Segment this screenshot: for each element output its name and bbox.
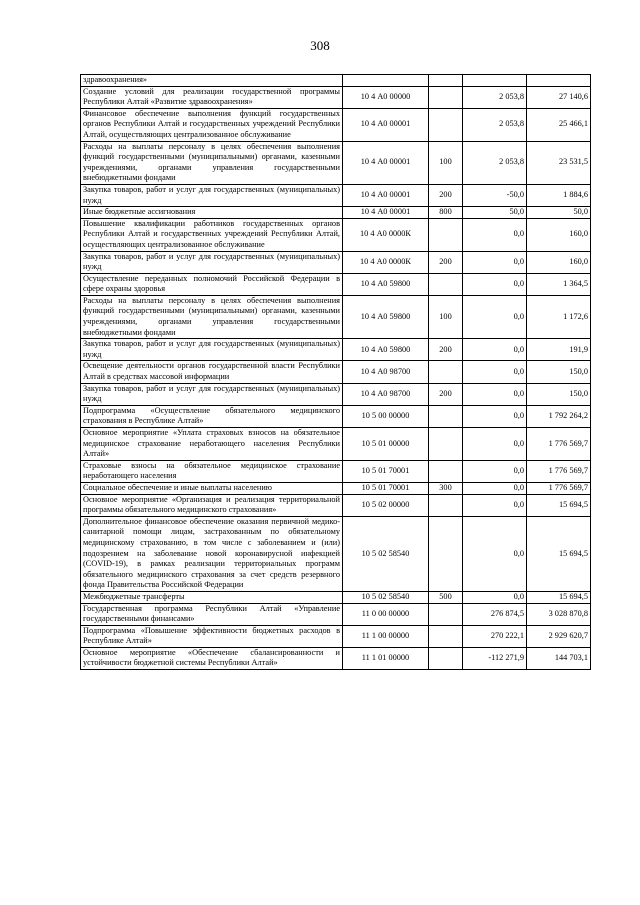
expense-type-cell bbox=[429, 361, 463, 383]
target-code-cell: 10 4 А0 00001 bbox=[343, 141, 429, 184]
table-row bbox=[81, 460, 591, 482]
change-amount-cell: 0,0 bbox=[463, 494, 527, 516]
target-code-cell: 10 5 02 58540 bbox=[343, 591, 429, 603]
total-amount-cell: 27 140,6 bbox=[527, 86, 591, 108]
expense-type-cell bbox=[429, 460, 463, 482]
target-code-cell: 10 4 А0 59800 bbox=[343, 295, 429, 338]
expense-type-cell bbox=[429, 108, 463, 141]
change-amount-cell: 0,0 bbox=[463, 460, 527, 482]
expense-type-cell bbox=[429, 428, 463, 461]
item-name-cell: Иные бюджетные ассигнования bbox=[81, 207, 343, 219]
table-row bbox=[81, 625, 591, 647]
item-name-cell: Закупка товаров, работ и услуг для государственных (муниципальных) нужд bbox=[81, 339, 343, 361]
total-amount-cell: 15 694,5 bbox=[527, 516, 591, 591]
item-name-cell: Осуществление переданных полномочий Российской Федерации в сфере охраны здоровья bbox=[81, 273, 343, 295]
total-amount-cell: 1 172,6 bbox=[527, 295, 591, 338]
item-name-cell: Государственная программа Республики Алтай «Управление государственными финансами» bbox=[81, 603, 343, 625]
table-row bbox=[81, 647, 591, 669]
target-code-cell: 10 5 02 58540 bbox=[343, 516, 429, 591]
item-name-cell: Закупка товаров, работ и услуг для государственных (муниципальных) нужд bbox=[81, 184, 343, 206]
expense-type-cell bbox=[429, 494, 463, 516]
total-amount-cell: 191,9 bbox=[527, 339, 591, 361]
target-code-cell: 10 4 А0 00001 bbox=[343, 108, 429, 141]
total-amount-cell: 15 694,5 bbox=[527, 591, 591, 603]
change-amount-cell: 0,0 bbox=[463, 218, 527, 251]
expense-type-cell bbox=[429, 218, 463, 251]
target-code-cell: 10 5 02 00000 bbox=[343, 494, 429, 516]
target-code-cell: 10 4 А0 0000К bbox=[343, 218, 429, 251]
item-name-cell: Социальное обеспечение и иные выплаты населению bbox=[81, 482, 343, 494]
change-amount-cell: 0,0 bbox=[463, 383, 527, 405]
table-row bbox=[81, 494, 591, 516]
expense-type-cell: 800 bbox=[429, 207, 463, 219]
total-amount-cell: 150,0 bbox=[527, 383, 591, 405]
target-code-cell bbox=[343, 75, 429, 87]
change-amount-cell: 270 222,1 bbox=[463, 625, 527, 647]
change-amount-cell: 0,0 bbox=[463, 361, 527, 383]
change-amount-cell: 0,0 bbox=[463, 295, 527, 338]
expense-type-cell: 100 bbox=[429, 141, 463, 184]
target-code-cell: 10 4 А0 00001 bbox=[343, 184, 429, 206]
table-row bbox=[81, 428, 591, 461]
change-amount-cell: 0,0 bbox=[463, 428, 527, 461]
total-amount-cell bbox=[527, 75, 591, 87]
target-code-cell: 10 5 01 00000 bbox=[343, 428, 429, 461]
table-row bbox=[81, 141, 591, 184]
table-row bbox=[81, 405, 591, 427]
change-amount-cell: 0,0 bbox=[463, 516, 527, 591]
total-amount-cell: 144 703,1 bbox=[527, 647, 591, 669]
page-number: 308 bbox=[310, 38, 330, 53]
item-name-cell: Межбюджетные трансферты bbox=[81, 591, 343, 603]
table-row bbox=[81, 603, 591, 625]
table-row bbox=[81, 516, 591, 591]
total-amount-cell: 1 792 264,2 bbox=[527, 405, 591, 427]
expense-type-cell bbox=[429, 86, 463, 108]
change-amount-cell: 0,0 bbox=[463, 591, 527, 603]
change-amount-cell: -50,0 bbox=[463, 184, 527, 206]
expense-type-cell bbox=[429, 625, 463, 647]
target-code-cell: 10 4 А0 00001 bbox=[343, 207, 429, 219]
target-code-cell: 10 4 А0 59800 bbox=[343, 273, 429, 295]
change-amount-cell bbox=[463, 75, 527, 87]
table-row bbox=[81, 207, 591, 219]
item-name-cell: Основное мероприятие «Организация и реализация территориальной программы обязательного медицинского страхования» bbox=[81, 494, 343, 516]
table-row bbox=[81, 184, 591, 206]
change-amount-cell: 2 053,8 bbox=[463, 86, 527, 108]
total-amount-cell: 1 884,6 bbox=[527, 184, 591, 206]
item-name-cell: здравоохранения» bbox=[81, 75, 343, 87]
total-amount-cell: 150,0 bbox=[527, 361, 591, 383]
expense-type-cell bbox=[429, 647, 463, 669]
total-amount-cell: 1 776 569,7 bbox=[527, 428, 591, 461]
target-code-cell: 11 0 00 00000 bbox=[343, 603, 429, 625]
table-row bbox=[81, 251, 591, 273]
total-amount-cell: 3 028 870,8 bbox=[527, 603, 591, 625]
table-row bbox=[81, 86, 591, 108]
expense-type-cell bbox=[429, 405, 463, 427]
expense-type-cell bbox=[429, 603, 463, 625]
total-amount-cell: 1 776 569,7 bbox=[527, 482, 591, 494]
change-amount-cell: 0,0 bbox=[463, 339, 527, 361]
target-code-cell: 11 1 01 00000 bbox=[343, 647, 429, 669]
item-name-cell: Расходы на выплаты персоналу в целях обеспечения выполнения функций государственными (муниципальными) органами, казенными учреждениями, органами управления государственными внебюджетными фондами bbox=[81, 295, 343, 338]
item-name-cell: Подпрограмма «Повышение эффективности бюджетных расходов в Республике Алтай» bbox=[81, 625, 343, 647]
table-row bbox=[81, 482, 591, 494]
item-name-cell: Закупка товаров, работ и услуг для государственных (муниципальных) нужд bbox=[81, 383, 343, 405]
item-name-cell: Основное мероприятие «Уплата страховых взносов на обязательное медицинское страхование неработающего населения Республики Алтай» bbox=[81, 428, 343, 461]
change-amount-cell: 0,0 bbox=[463, 273, 527, 295]
target-code-cell: 10 4 А0 59800 bbox=[343, 339, 429, 361]
change-amount-cell: 2 053,8 bbox=[463, 108, 527, 141]
change-amount-cell: 50,0 bbox=[463, 207, 527, 219]
target-code-cell: 10 5 00 00000 bbox=[343, 405, 429, 427]
total-amount-cell: 15 694,5 bbox=[527, 494, 591, 516]
expense-type-cell bbox=[429, 75, 463, 87]
budget-table bbox=[80, 74, 591, 670]
table-row bbox=[81, 108, 591, 141]
change-amount-cell: 2 053,8 bbox=[463, 141, 527, 184]
table-row bbox=[81, 339, 591, 361]
item-name-cell: Закупка товаров, работ и услуг для государственных (муниципальных) нужд bbox=[81, 251, 343, 273]
change-amount-cell: 0,0 bbox=[463, 482, 527, 494]
target-code-cell: 10 4 А0 98700 bbox=[343, 361, 429, 383]
expense-type-cell: 300 bbox=[429, 482, 463, 494]
table-row bbox=[81, 295, 591, 338]
table-row bbox=[81, 383, 591, 405]
table-row bbox=[81, 218, 591, 251]
target-code-cell: 10 4 А0 00000 bbox=[343, 86, 429, 108]
item-name-cell: Расходы на выплаты персоналу в целях обеспечения выполнения функций государственными (муниципальными) органами, казенными учреждениями, органами управления государственными внебюджетными фондами bbox=[81, 141, 343, 184]
change-amount-cell: 276 874,5 bbox=[463, 603, 527, 625]
total-amount-cell: 2 929 620,7 bbox=[527, 625, 591, 647]
budget-table-body bbox=[81, 75, 591, 670]
item-name-cell: Финансовое обеспечение выполнения функций государственных органов Республики Алтай и государственных учреждений Республики Алтай, осуществляющих централизованное обслуживание bbox=[81, 108, 343, 141]
item-name-cell: Страховые взносы на обязательное медицинское страхование неработающего населения bbox=[81, 460, 343, 482]
total-amount-cell: 160,0 bbox=[527, 251, 591, 273]
item-name-cell: Освещение деятельности органов государственной власти Республики Алтай в средствах массовой информации bbox=[81, 361, 343, 383]
total-amount-cell: 25 466,1 bbox=[527, 108, 591, 141]
item-name-cell: Повышение квалификации работников государственных органов Республики Алтай и государственных учреждений Республики Алтай, осуществляющих централизованное обслуживание bbox=[81, 218, 343, 251]
change-amount-cell: 0,0 bbox=[463, 405, 527, 427]
change-amount-cell: 0,0 bbox=[463, 251, 527, 273]
total-amount-cell: 23 531,5 bbox=[527, 141, 591, 184]
expense-type-cell bbox=[429, 273, 463, 295]
table-row bbox=[81, 591, 591, 603]
total-amount-cell: 50,0 bbox=[527, 207, 591, 219]
total-amount-cell: 160,0 bbox=[527, 218, 591, 251]
item-name-cell: Подпрограмма «Осуществление обязательного медицинского страхования в Республике Алтай» bbox=[81, 405, 343, 427]
item-name-cell: Дополнительное финансовое обеспечение оказания первичной медико-санитарной помощи лицам, застрахованным по обязательному медицинскому страхованию, в том числе с заболеванием и (или) подозрением на заболевание новой коронавирусной инфекцией (COVID-19), в рамках реализации территориальных программ обязательного медицинского страхования за счет средств резервного фонда Правительства Российской Федерации bbox=[81, 516, 343, 591]
expense-type-cell: 100 bbox=[429, 295, 463, 338]
target-code-cell: 10 5 01 70001 bbox=[343, 460, 429, 482]
item-name-cell: Создание условий для реализации государственной программы Республики Алтай «Развитие здравоохранения» bbox=[81, 86, 343, 108]
expense-type-cell: 200 bbox=[429, 339, 463, 361]
target-code-cell: 10 5 01 70001 bbox=[343, 482, 429, 494]
expense-type-cell: 200 bbox=[429, 184, 463, 206]
expense-type-cell: 200 bbox=[429, 251, 463, 273]
expense-type-cell: 500 bbox=[429, 591, 463, 603]
table-row bbox=[81, 75, 591, 87]
table-row bbox=[81, 273, 591, 295]
total-amount-cell: 1 364,5 bbox=[527, 273, 591, 295]
table-row bbox=[81, 361, 591, 383]
item-name-cell: Основное мероприятие «Обеспечение сбалансированности и устойчивости бюджетной системы Республики Алтай» bbox=[81, 647, 343, 669]
target-code-cell: 11 1 00 00000 bbox=[343, 625, 429, 647]
target-code-cell: 10 4 А0 0000К bbox=[343, 251, 429, 273]
expense-type-cell bbox=[429, 516, 463, 591]
total-amount-cell: 1 776 569,7 bbox=[527, 460, 591, 482]
expense-type-cell: 200 bbox=[429, 383, 463, 405]
target-code-cell: 10 4 А0 98700 bbox=[343, 383, 429, 405]
change-amount-cell: -112 271,9 bbox=[463, 647, 527, 669]
